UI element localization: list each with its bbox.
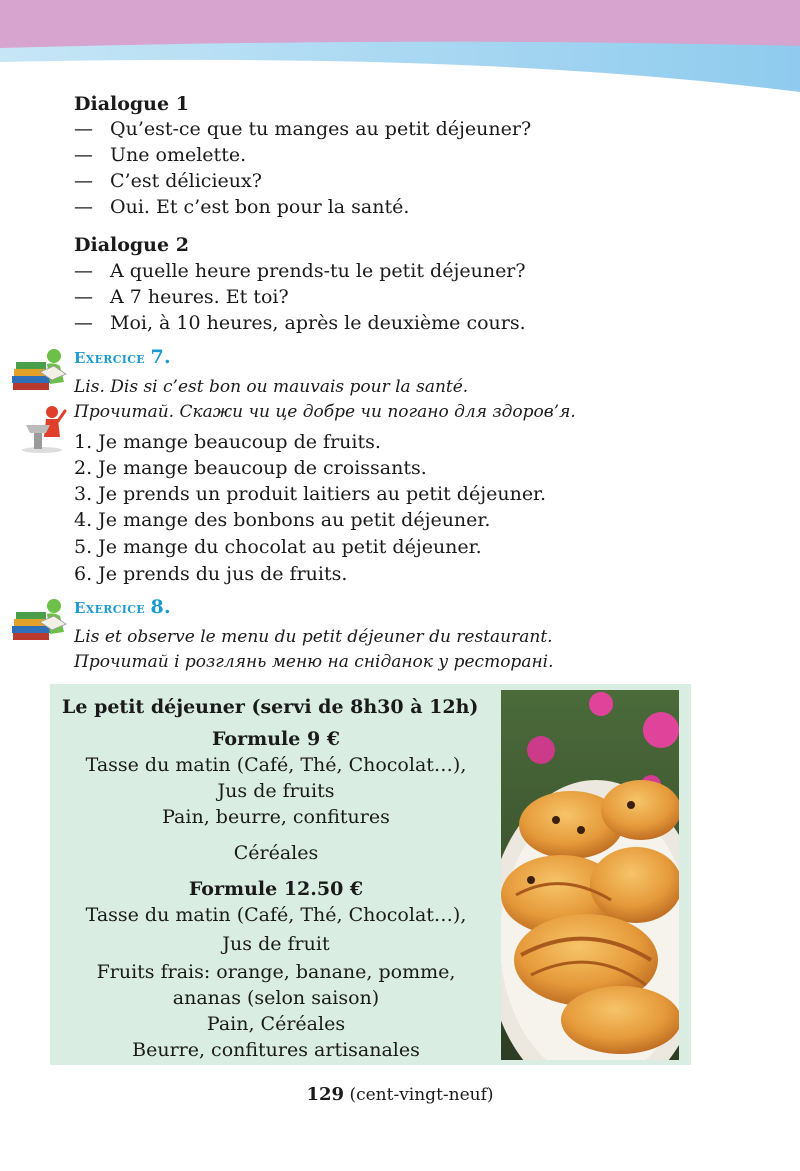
dialogue-2-title: Dialogue 2 xyxy=(74,234,189,256)
dialogue-2-line xyxy=(74,310,526,336)
exercise-7-sentence: 1. Je mange beaucoup de fruits. xyxy=(74,431,381,453)
dialogue-line-text: Oui. Et c’est bon pour la santé. xyxy=(110,196,410,218)
exercise-7-instruction-uk: Прочитай. Скажи чи це добре чи погано для здоров’я. xyxy=(74,402,576,422)
dialogue-line-text: Moi, à 10 heures, après le deuxième cours. xyxy=(110,312,526,334)
croissant-photo xyxy=(501,690,679,1060)
formule-2-title: Formule 12.50 € xyxy=(188,878,364,900)
dash-mark: — xyxy=(74,312,93,334)
formule-1-item: Jus de fruits xyxy=(217,780,335,802)
breakfast-menu xyxy=(50,684,691,1065)
exercise-7-sentence: 6. Je prends du jus de fruits. xyxy=(74,563,348,585)
formule-2-item: Jus de fruit xyxy=(222,933,330,955)
books-reading-icon xyxy=(10,596,70,644)
dialogue-2-line xyxy=(74,284,289,310)
page-number-words: (cent-vingt-neuf) xyxy=(349,1085,494,1105)
exercise-8-instruction-uk: Прочитай і розглянь меню на сніданок у ресторані. xyxy=(74,652,554,672)
page-number: 129 xyxy=(306,1084,345,1105)
formule-1-item: Pain, beurre, confitures xyxy=(162,806,390,828)
dialogue-1-title: Dialogue 1 xyxy=(74,93,189,115)
exercise-label: Exercice xyxy=(74,349,145,367)
dialogue-1-line xyxy=(74,194,409,220)
dash-mark: — xyxy=(74,118,93,140)
dash-mark: — xyxy=(74,170,93,192)
formule-1-title: Formule 9 € xyxy=(211,728,341,750)
exercise-7-sentence: 5. Je mange du chocolat au petit déjeuner. xyxy=(74,536,482,558)
exercise-number: 8. xyxy=(150,596,171,618)
dialogue-1-line xyxy=(74,142,246,168)
formule-2-item: Tasse du matin (Café, Thé, Chocolat…), xyxy=(85,904,467,926)
exercise-8-instruction-fr: Lis et observe le menu du petit déjeuner du restaurant. xyxy=(74,627,553,647)
books-reading-icon xyxy=(10,346,70,394)
exercise-7-sentence: 3. Je prends un produit laitiers au petit déjeuner. xyxy=(74,483,547,505)
exercise-8-title xyxy=(74,596,171,619)
exercise-7-sentence: 4. Je mange des bonbons au petit déjeuner. xyxy=(74,509,491,531)
formule-2-item: ananas (selon saison) xyxy=(172,987,380,1009)
formule-2-item: Fruits frais: orange, banane, pomme, xyxy=(96,961,456,983)
formule-1-item: Céréales xyxy=(233,842,319,864)
menu-heading: Le petit déjeuner (servi de 8h30 à 12h) xyxy=(62,696,479,718)
dash-mark: — xyxy=(74,286,93,308)
dialogue-line-text: C’est délicieux? xyxy=(110,170,262,192)
dialogue-line-text: A 7 heures. Et toi? xyxy=(110,286,289,308)
exercise-number: 7. xyxy=(150,346,171,368)
dash-mark: — xyxy=(74,196,93,218)
formule-2-item: Pain, Céréales xyxy=(206,1013,346,1035)
dash-mark: — xyxy=(74,144,93,166)
dialogue-1-line xyxy=(74,168,262,194)
top-banner xyxy=(0,0,800,95)
page-footer xyxy=(0,1083,800,1107)
dialogue-2-line xyxy=(74,258,526,284)
exercise-7-sentence: 2. Je mange beaucoup de croissants. xyxy=(74,457,427,479)
dialogue-line-text: A quelle heure prends-tu le petit déjeuner? xyxy=(110,260,526,282)
dialogue-line-text: Qu’est-ce que tu manges au petit déjeuner? xyxy=(110,118,532,140)
exercise-7-title xyxy=(74,346,171,369)
dialogue-line-text: Une omelette. xyxy=(110,144,247,166)
teacher-lectern-icon xyxy=(16,403,68,453)
exercise-7-instruction-fr: Lis. Dis si c’est bon ou mauvais pour la santé. xyxy=(74,377,469,397)
dialogue-1-line xyxy=(74,116,531,142)
formule-2-item: Beurre, confitures artisanales xyxy=(132,1039,420,1061)
formule-1-item: Tasse du matin (Café, Thé, Chocolat…), xyxy=(85,754,467,776)
dash-mark: — xyxy=(74,260,93,282)
exercise-label: Exercice xyxy=(74,599,145,617)
